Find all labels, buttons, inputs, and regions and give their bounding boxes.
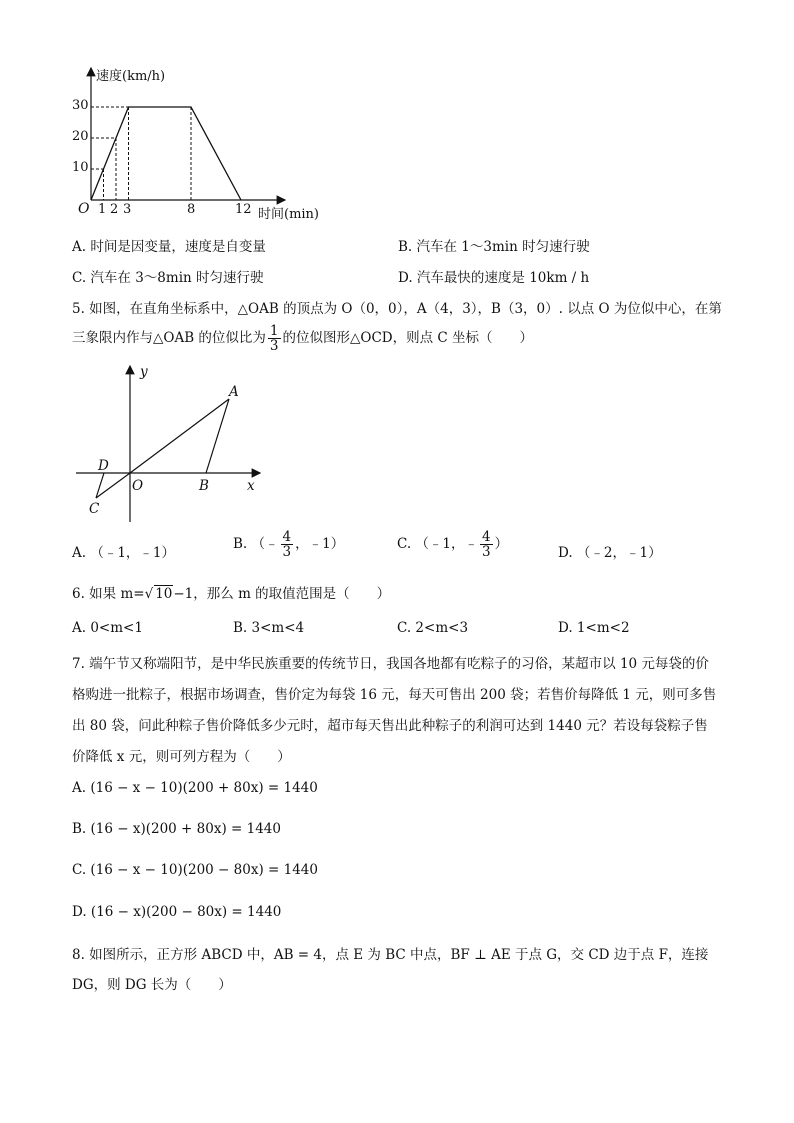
q4-graph-svg: [60, 60, 350, 225]
q5-segment-oa: [130, 399, 229, 473]
q6-stem-pre: 6. 如果 m=: [72, 586, 145, 602]
q4-origin-label: O: [78, 201, 90, 217]
q4-option-d: D. 汽车最快的速度是 10km / h: [398, 270, 590, 286]
q5-option-b-post: ，﹣1）: [295, 536, 345, 552]
q5-option-c: [397, 530, 508, 559]
q7-line-3: 出 80 袋，问此种粽子售价降低多少元时，超市每天售出此种粽子的利润可达到 1440 元？若设每袋粽子售: [72, 718, 708, 734]
q6-option-d: D. 1<m<2: [558, 620, 630, 636]
q5-label-x: x: [247, 478, 255, 494]
q5-line-2: [72, 324, 533, 353]
q8-line-2: DG，则 DG 长为（ ）: [72, 977, 232, 993]
q4-x-tick-12: 12: [235, 202, 252, 217]
q5-label-y: y: [140, 364, 148, 380]
q5-figure: [70, 362, 270, 527]
q5-option-b-fraction: [281, 530, 294, 559]
q5-label-d: D: [98, 458, 109, 474]
q4-x-tick-2: 2: [110, 202, 119, 217]
q5-segment-oc: [96, 473, 130, 498]
q5-label-b: B: [199, 478, 209, 494]
q4-y-axis-label: 速度(km/h): [96, 69, 166, 84]
q5-option-c-post: ）: [494, 536, 509, 552]
q5-option-c-denominator: 3: [482, 544, 491, 560]
q4-option-a: A. 时间是因变量，速度是自变量: [72, 239, 266, 255]
q4-y-tick-30: 30: [72, 98, 89, 113]
q5-option-d: D. （﹣2，﹣1）: [558, 545, 662, 561]
q4-option-c: C. 汽车在 3～8min 时匀速行驶: [72, 270, 264, 286]
q6-option-b: B. 3<m<4: [233, 620, 305, 636]
q4-y-tick-20: 20: [72, 129, 89, 144]
q5-option-c-numerator: 4: [482, 529, 491, 545]
q6-radicand: 10: [155, 586, 173, 602]
q7-line-2: 格购进一批粽子，根据市场调查，售价定为每袋 16 元，每天可售出 200 袋；若售价每降低 1 元，则可多售: [72, 687, 717, 703]
q5-figure-svg: [70, 362, 270, 527]
q5-option-b-pre: B. （﹣: [233, 536, 279, 552]
q5-label-c: C: [89, 501, 100, 517]
q5-label-o: O: [132, 478, 144, 494]
q5-option-b: [233, 530, 344, 559]
q5-option-a: A. （﹣1，﹣1）: [72, 545, 176, 561]
q4-x-axis-label: 时间(min): [258, 207, 320, 222]
q6-stem-post: −1，那么 m 的取值范围是（ ）: [173, 586, 391, 602]
q7-option-b: B. (16 − x)(200 + 80x) = 1440: [72, 821, 281, 837]
q4-speed-line: [91, 107, 241, 200]
q5-line-1: 5. 如图，在直角坐标系中，△OAB 的顶点为 O（0，0），A（4，3），B（3，0）. 以点 O 为位似中心，在第: [72, 301, 722, 317]
q7-option-a: A. (16 − x − 10)(200 + 80x) = 1440: [72, 780, 318, 796]
q5-ratio-denominator: 3: [269, 338, 279, 354]
q7-option-c: C. (16 − x − 10)(200 − 80x) = 1440: [72, 862, 318, 878]
q4-option-b: B. 汽车在 1～3min 时匀速行驶: [398, 239, 590, 255]
q7-line-1: 7. 端午节又称端阳节，是中华民族重要的传统节日，我国各地都有吃粽子的习俗，某超市以 10 元每袋的价: [72, 656, 709, 672]
q6-option-c: C. 2<m<3: [397, 620, 469, 636]
q6-option-a: A. 0<m<1: [72, 620, 143, 636]
q4-x-tick-3: 3: [123, 202, 132, 217]
q7-line-4: 价降低 x 元，则可列方程为（ ）: [72, 749, 291, 765]
q5-option-b-denominator: 3: [282, 544, 292, 560]
q5-label-a: A: [229, 384, 239, 400]
q4-speed-time-graph: [60, 60, 350, 225]
q5-segment-ab: [206, 399, 229, 473]
q5-ratio-numerator: 1: [269, 323, 279, 339]
q5-line-2-post: 的位似图形△OCD，则点 C 坐标（ ）: [282, 330, 534, 346]
q5-segment-cd: [96, 473, 104, 498]
q5-ratio-fraction: [268, 324, 281, 353]
q5-line-2-pre: 三象限内作与△OAB 的位似比为: [72, 330, 266, 346]
q4-y-tick-10: 10: [72, 160, 89, 175]
q5-option-c-pre: C. （﹣1，﹣: [397, 536, 479, 552]
q7-option-d: D. (16 − x)(200 − 80x) = 1440: [72, 904, 282, 920]
q5-option-c-fraction: [480, 530, 493, 559]
q4-x-tick-1: 1: [98, 202, 107, 217]
q5-option-b-numerator: 4: [282, 529, 292, 545]
q4-x-tick-8: 8: [187, 202, 196, 217]
q6-stem: 6. 如果 m=√ 10−1，那么 m 的取值范围是（ ）: [72, 586, 391, 602]
q8-line-1: 8. 如图所示，正方形 ABCD 中，AB = 4，点 E 为 BC 中点，BF ⊥ AE 于点 G，交 CD 边于点 F，连接: [72, 947, 709, 963]
